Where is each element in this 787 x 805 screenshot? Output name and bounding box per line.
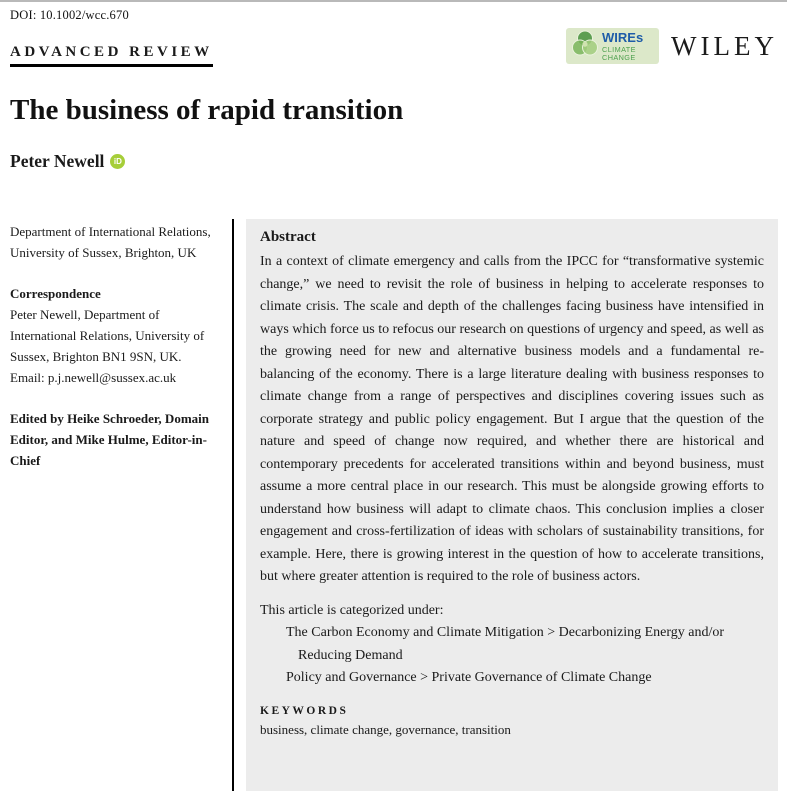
affiliation-text: Department of International Relations, University of Sussex, Brighton, UK: [10, 224, 211, 261]
author-name: Peter Newell: [10, 151, 105, 171]
wires-journal-logo: [566, 28, 659, 64]
category-item: The Carbon Economy and Climate Mitigation > Decarbonizing Energy and/or Reducing Demand: [286, 625, 725, 663]
content-columns: [10, 219, 778, 791]
correspondence-heading: Correspondence: [10, 286, 101, 302]
wires-clover-icon: [570, 29, 600, 64]
wiley-publisher-logo: WILEY: [671, 30, 778, 61]
article-title: The business of rapid transition: [10, 94, 404, 126]
wires-logo-name: WIREs: [602, 30, 644, 46]
article-type-heading: ADVANCED REVIEW: [10, 44, 213, 67]
column-divider-rule: [232, 219, 234, 791]
wires-logo-text: [602, 31, 655, 61]
correspondence-email[interactable]: Email: p.j.newell@sussex.ac.uk: [10, 370, 177, 386]
correspondence-address: Peter Newell, Department of International Relations, University of Sussex, Brighton BN1 9SN, UK.: [10, 307, 205, 365]
article-info-column: [10, 219, 224, 791]
edited-by-text: Edited by Heike Schroeder, Domain Editor, and Mike Hulme, Editor-in-Chief: [10, 411, 209, 469]
wires-logo-subtitle: CLIMATE CHANGE: [602, 45, 636, 62]
keywords-heading: KEYWORDS: [260, 704, 349, 717]
category-item: Policy and Governance > Private Governance of Climate Change: [286, 670, 652, 686]
correspondence-block: [10, 283, 224, 388]
keywords-list: business, climate change, governance, transition: [260, 721, 511, 737]
orcid-id-icon[interactable]: iD: [110, 154, 125, 169]
doi-text: DOI: 10.1002/wcc.670: [10, 8, 129, 22]
abstract-panel: [246, 219, 778, 791]
categorized-under-label: This article is categorized under:: [260, 602, 444, 618]
abstract-body-text: In a context of climate emergency and calls from the IPCC for “transformative systemic change,” we need to revisit the role of business in helping to accelerate responses to climate crisis. The scale and depth of the challenges facing business have intensified in ways which force us to refocus our research on questions of urgency and speed, as well as the growing need for new and alternative business models and a fundamental re-balancing of the economy. There is a large literature dealing with business responses to climate change from a range of perspectives and disciplines covering issues such as corporate strategy and public policy engagement. But I argue that the question of the nature and speed of change now required, and whether there are historical and contemporary precedents for accelerated transitions within and beyond business, must assume a more central place in our research. This must be alongside growing efforts to understand how business will adapt to climate chaos. This conclusion implies a closer engagement and cross-fertilization of ideas with scholars of sustainability transitions, for example. Here, there is growing interest in the question of how to accelerate transitions, but where greater attention is required to the role of business actors.: [260, 254, 764, 585]
header-left: [10, 8, 213, 67]
abstract-heading: Abstract: [260, 229, 316, 245]
author-row: [10, 151, 778, 172]
page-header: [10, 8, 778, 67]
header-logos: [566, 28, 778, 64]
